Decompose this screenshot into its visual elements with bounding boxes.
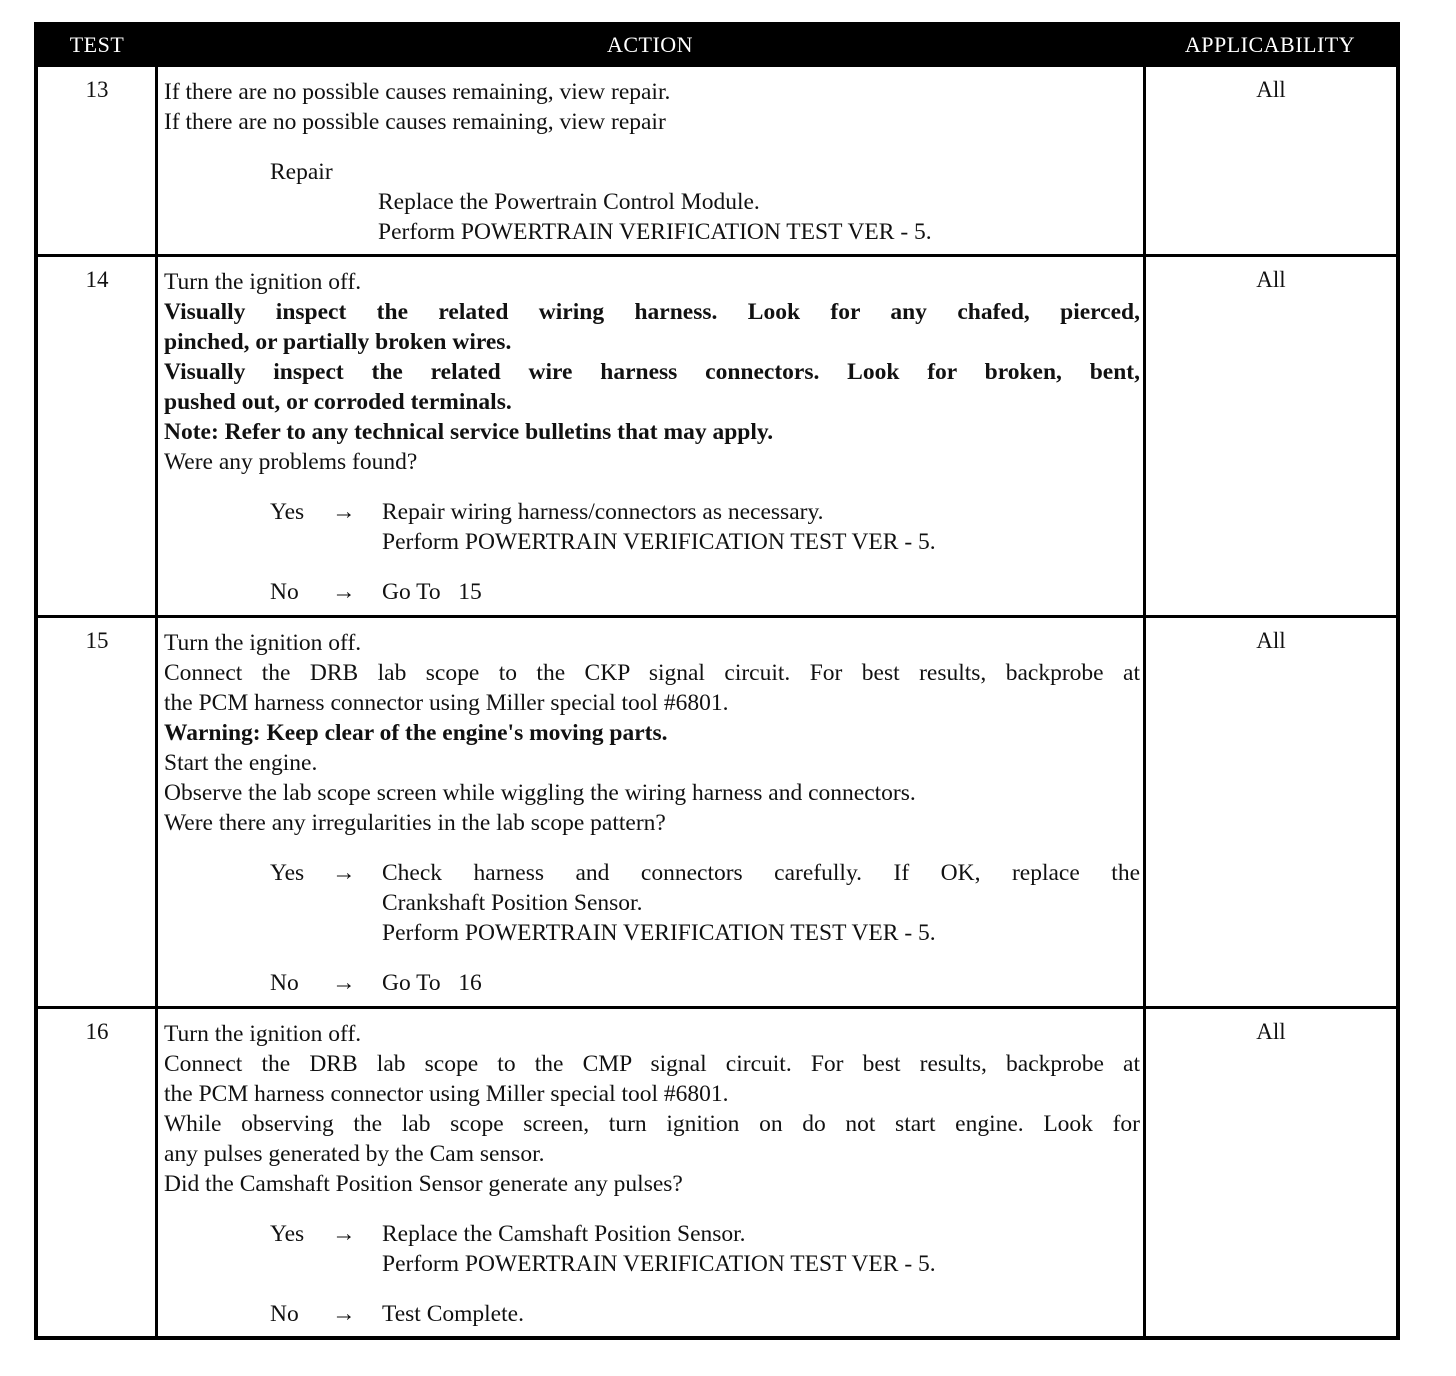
yes-line: Perform POWERTRAIN VERIFICATION TEST VER - 5. [382, 529, 936, 555]
table-header [38, 26, 1396, 64]
action-line: the PCM harness connector using Miller special tool #6801. [164, 690, 729, 716]
test-number: 14 [85, 267, 109, 292]
question-line: Were there any irregularities in the lab scope pattern? [164, 810, 666, 836]
action-line-bold: Visually inspect the related wire harness connectors. Look for broken, bent, [164, 359, 1140, 385]
no-line: Test Complete. [382, 1301, 524, 1327]
no-answer [270, 577, 1140, 607]
question-line: Were any problems found? [164, 449, 418, 475]
arrow-icon: → [332, 1221, 356, 1247]
action-line: Turn the ignition off. [164, 1021, 362, 1047]
test-number: 13 [85, 77, 109, 102]
yes-line: Perform POWERTRAIN VERIFICATION TEST VER - 5. [382, 1251, 936, 1277]
column-divider [155, 618, 158, 1008]
repair-line: Perform POWERTRAIN VERIFICATION TEST VER - 5. [378, 219, 932, 245]
column-divider [1143, 618, 1146, 1008]
no-label: No [270, 970, 299, 996]
column-divider [155, 257, 158, 617]
diagnostic-test-table [34, 22, 1400, 1340]
action-line-bold: pinched, or partially broken wires. [164, 329, 512, 355]
repair-label: Repair [270, 159, 333, 185]
action-line: Connect the DRB lab scope to the CKP signal circuit. For best results, backprobe at [164, 660, 1140, 686]
test-number: 15 [85, 628, 109, 653]
action-line: any pulses generated by the Cam sensor. [164, 1141, 545, 1167]
warning-line: Warning: Keep clear of the engine's moving parts. [164, 720, 668, 746]
action-line: Connect the DRB lab scope to the CMP signal circuit. For best results, backprobe at [164, 1051, 1140, 1077]
yes-line: Repair wiring harness/connectors as necessary. [382, 499, 824, 525]
action-cell [164, 267, 1140, 607]
yes-answer [270, 1219, 1140, 1279]
header-test: TEST [69, 32, 125, 57]
table-row-16 [38, 1006, 1396, 1336]
yes-answer [270, 497, 1140, 557]
yes-answer [270, 858, 1140, 948]
test-number: 16 [85, 1019, 109, 1044]
arrow-icon: → [332, 499, 356, 525]
repair-line: Replace the Powertrain Control Module. [378, 189, 760, 215]
yes-line: Replace the Camshaft Position Sensor. [382, 1221, 746, 1247]
action-cell [164, 628, 1140, 998]
yes-line: Check harness and connectors carefully. If OK, replace the [382, 860, 1140, 886]
no-line: Go To 15 [382, 579, 482, 605]
applicability-cell: All [1256, 77, 1286, 102]
arrow-icon: → [332, 970, 356, 996]
arrow-icon: → [332, 860, 356, 886]
arrow-icon: → [332, 579, 356, 605]
table-row-13 [38, 64, 1396, 256]
yes-line: Crankshaft Position Sensor. [382, 890, 643, 916]
applicability-cell: All [1256, 628, 1286, 653]
column-divider [1143, 257, 1146, 617]
table-row-15 [38, 615, 1396, 1008]
note-line: Note: Refer to any technical service bulletins that may apply. [164, 419, 774, 445]
header-action: ACTION [606, 32, 694, 57]
action-line: If there are no possible causes remaining, view repair. [164, 79, 671, 105]
no-line: Go To 16 [382, 970, 482, 996]
action-line: Turn the ignition off. [164, 630, 362, 656]
applicability-cell: All [1256, 1019, 1286, 1044]
action-line: If there are no possible causes remaining, view repair [164, 109, 666, 135]
yes-line: Perform POWERTRAIN VERIFICATION TEST VER - 5. [382, 920, 936, 946]
action-line: Observe the lab scope screen while wiggling the wiring harness and connectors. [164, 780, 916, 806]
yes-label: Yes [270, 499, 305, 525]
yes-label: Yes [270, 860, 305, 886]
action-line: Start the engine. [164, 750, 318, 776]
action-line: Turn the ignition off. [164, 269, 362, 295]
action-line-bold: Visually inspect the related wiring harness. Look for any chafed, pierced, [164, 299, 1140, 325]
no-label: No [270, 579, 299, 605]
action-cell [164, 1019, 1140, 1329]
no-answer [270, 1299, 1140, 1329]
yes-label: Yes [270, 1221, 305, 1247]
action-line: the PCM harness connector using Miller special tool #6801. [164, 1081, 729, 1107]
action-line: While observing the lab scope screen, turn ignition on do not start engine. Look for [164, 1111, 1140, 1137]
no-label: No [270, 1301, 299, 1327]
question-line: Did the Camshaft Position Sensor generate any pulses? [164, 1171, 683, 1197]
column-divider [1143, 1009, 1146, 1336]
applicability-cell: All [1256, 267, 1286, 292]
action-line-bold: pushed out, or corroded terminals. [164, 389, 512, 415]
table-row-14 [38, 254, 1396, 617]
action-cell [164, 77, 1140, 247]
arrow-icon: → [332, 1301, 356, 1327]
no-answer [270, 968, 1140, 998]
column-divider [155, 1009, 158, 1336]
header-applicability: APPLICABILITY [1184, 32, 1356, 57]
